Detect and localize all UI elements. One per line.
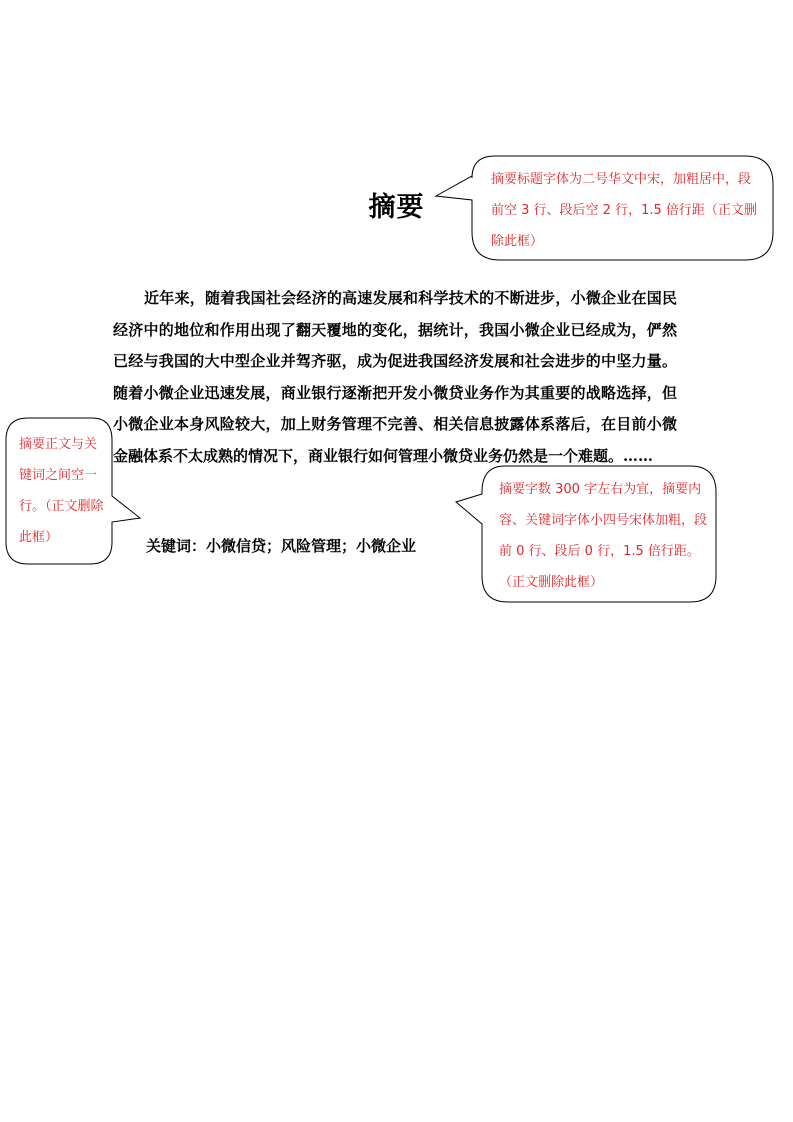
abstract-title: 摘要 [368, 192, 425, 223]
abstract-body: 近年来，随着我国社会经济的高速发展和科学技术的不断进步，小微企业在国民经济中的地位和作用出现了翻天覆地的变化，据统计，我国小微企业已经成为，俨然已经与我国的大中型企业并驾齐驱，成为促进我国经济发展和社会进步的中坚力量。随着小微企业迅速发展，商业银行逐渐把开发小微贷业务作为其重要的战略选择，但小微企业本身风险较大，加上财务管理不完善、相关信息披露体系落后，在目前小微金融体系不太成熟的情况下，商业银行如何管理小微贷业务仍然是一个难题。…… [113, 289, 677, 465]
keywords-line: 关键词：小微信贷；风险管理；小微企业 [146, 537, 417, 555]
callout-spacing-note: 摘要正文与关键词之间空一行。（正文删除此框） [19, 437, 104, 545]
callout-body-note: 摘要字数 300 字左右为宜，摘要内容、关键词字体小四号宋体加粗，段前 0 行、段后 0 行，1.5 倍行距。（正文删除此框） [499, 482, 708, 590]
callout-title-note: 摘要标题字体为二号华文中宋，加粗居中，段前空 3 行、段后空 2 行，1.5 倍行距（正文删除此框） [491, 172, 757, 249]
